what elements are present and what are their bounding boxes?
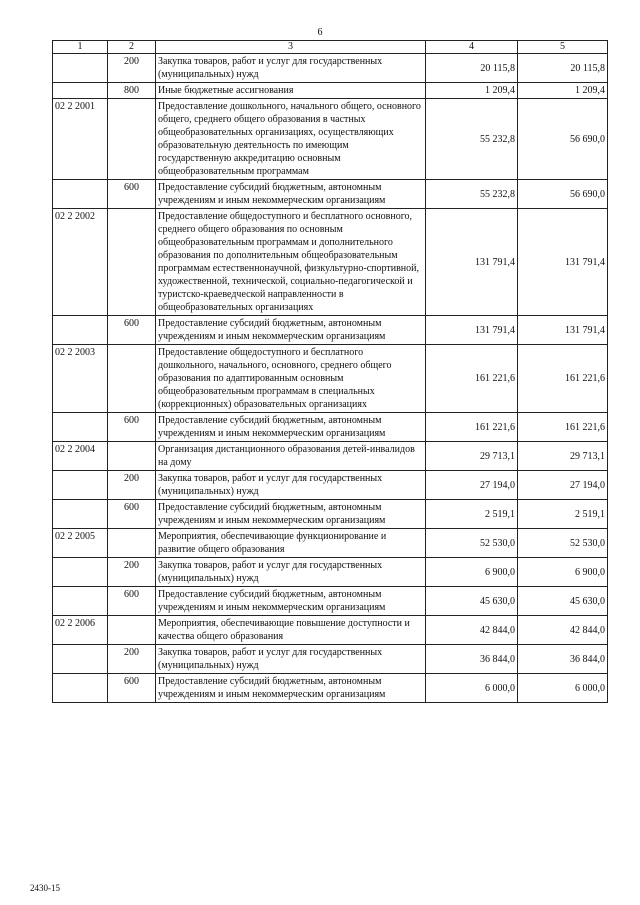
amount-col5-cell: 161 221,6 [518, 345, 608, 413]
amount-col5-cell: 6 900,0 [518, 558, 608, 587]
target-code-cell [53, 645, 108, 674]
expense-type-cell [108, 345, 156, 413]
target-code-cell: 02 2 2003 [53, 345, 108, 413]
column-number: 5 [518, 41, 608, 54]
amount-col4-cell: 55 232,8 [426, 99, 518, 180]
target-code-cell [53, 180, 108, 209]
target-code-cell [53, 471, 108, 500]
expense-type-cell: 600 [108, 587, 156, 616]
expense-type-cell: 600 [108, 180, 156, 209]
amount-col5-cell: 6 000,0 [518, 674, 608, 703]
expense-type-cell [108, 529, 156, 558]
item-name-cell: Организация дистанционного образования детей-инвалидов на дому [156, 442, 426, 471]
amount-col4-cell: 20 115,8 [426, 54, 518, 83]
target-code-cell [53, 558, 108, 587]
document-code: 2430-15 [30, 883, 60, 893]
item-name-cell: Закупка товаров, работ и услуг для государственных (муниципальных) нужд [156, 54, 426, 83]
target-code-cell: 02 2 2002 [53, 209, 108, 316]
expense-type-cell [108, 442, 156, 471]
target-code-cell: 02 2 2004 [53, 442, 108, 471]
item-name-cell: Предоставление субсидий бюджетным, автономным учреждениям и иным некоммерческим организациям [156, 500, 426, 529]
amount-col4-cell: 131 791,4 [426, 209, 518, 316]
table-row [53, 99, 608, 180]
table-row [53, 54, 608, 83]
amount-col4-cell: 161 221,6 [426, 413, 518, 442]
target-code-cell [53, 316, 108, 345]
table-row [53, 413, 608, 442]
amount-col5-cell: 1 209,4 [518, 83, 608, 99]
column-number: 3 [156, 41, 426, 54]
item-name-cell: Предоставление субсидий бюджетным, автономным учреждениям и иным некоммерческим организациям [156, 316, 426, 345]
item-name-cell: Предоставление субсидий бюджетным, автономным учреждениям и иным некоммерческим организациям [156, 180, 426, 209]
item-name-cell: Закупка товаров, работ и услуг для государственных (муниципальных) нужд [156, 471, 426, 500]
item-name-cell: Предоставление общедоступного и бесплатного дошкольного, начального, основного, среднего общего образования по адаптированным основным общеобразовательным программам в специальных (коррекционных) образовательных организациях [156, 345, 426, 413]
table-row [53, 645, 608, 674]
target-code-cell: 02 2 2005 [53, 529, 108, 558]
amount-col5-cell: 2 519,1 [518, 500, 608, 529]
table-row [53, 442, 608, 471]
amount-col4-cell: 161 221,6 [426, 345, 518, 413]
expense-type-cell: 800 [108, 83, 156, 99]
amount-col5-cell: 27 194,0 [518, 471, 608, 500]
target-code-cell [53, 83, 108, 99]
table-row [53, 500, 608, 529]
table-row [53, 558, 608, 587]
column-number: 4 [426, 41, 518, 54]
amount-col5-cell: 29 713,1 [518, 442, 608, 471]
table-row [53, 209, 608, 316]
table-row [53, 616, 608, 645]
amount-col5-cell: 42 844,0 [518, 616, 608, 645]
amount-col5-cell: 45 630,0 [518, 587, 608, 616]
amount-col5-cell: 131 791,4 [518, 316, 608, 345]
expense-type-cell: 600 [108, 500, 156, 529]
target-code-cell [53, 54, 108, 83]
amount-col4-cell: 131 791,4 [426, 316, 518, 345]
item-name-cell: Предоставление субсидий бюджетным, автономным учреждениям и иным некоммерческим организациям [156, 587, 426, 616]
amount-col4-cell: 42 844,0 [426, 616, 518, 645]
item-name-cell: Мероприятия, обеспечивающие повышение доступности и качества общего образования [156, 616, 426, 645]
amount-col4-cell: 36 844,0 [426, 645, 518, 674]
amount-col4-cell: 6 900,0 [426, 558, 518, 587]
column-number: 1 [53, 41, 108, 54]
budget-table [52, 40, 608, 703]
table-row [53, 471, 608, 500]
table-row [53, 345, 608, 413]
expense-type-cell [108, 209, 156, 316]
item-name-cell: Иные бюджетные ассигнования [156, 83, 426, 99]
target-code-cell: 02 2 2001 [53, 99, 108, 180]
amount-col4-cell: 2 519,1 [426, 500, 518, 529]
target-code-cell [53, 413, 108, 442]
item-name-cell: Мероприятия, обеспечивающие функционирование и развитие общего образования [156, 529, 426, 558]
target-code-cell [53, 500, 108, 529]
target-code-cell [53, 674, 108, 703]
amount-col4-cell: 52 530,0 [426, 529, 518, 558]
column-number-row [53, 41, 608, 54]
item-name-cell: Предоставление дошкольного, начального общего, основного общего, среднего общего образования в частных общеобразовательных организациях, осуществляющих образовательную деятельность по имеющим государственную аккредитацию основным общеобразовательным программам [156, 99, 426, 180]
item-name-cell: Предоставление общедоступного и бесплатного основного, среднего общего образования по основным общеобразовательным программам и дополнительного образования по дополнительным общеобразовательным программам естественнонаучной, физкультурно-спортивной, художественной, технической, социально-педагогической и туристско-краеведческой направленности в общеобразовательных организациях [156, 209, 426, 316]
amount-col5-cell: 20 115,8 [518, 54, 608, 83]
table-row [53, 587, 608, 616]
amount-col5-cell: 52 530,0 [518, 529, 608, 558]
column-number: 2 [108, 41, 156, 54]
amount-col5-cell: 56 690,0 [518, 99, 608, 180]
item-name-cell: Закупка товаров, работ и услуг для государственных (муниципальных) нужд [156, 645, 426, 674]
expense-type-cell [108, 616, 156, 645]
amount-col4-cell: 6 000,0 [426, 674, 518, 703]
expense-type-cell [108, 99, 156, 180]
table-row [53, 674, 608, 703]
amount-col4-cell: 29 713,1 [426, 442, 518, 471]
amount-col4-cell: 55 232,8 [426, 180, 518, 209]
expense-type-cell: 600 [108, 316, 156, 345]
amount-col5-cell: 36 844,0 [518, 645, 608, 674]
amount-col5-cell: 161 221,6 [518, 413, 608, 442]
table-row [53, 316, 608, 345]
item-name-cell: Предоставление субсидий бюджетным, автономным учреждениям и иным некоммерческим организациям [156, 674, 426, 703]
item-name-cell: Закупка товаров, работ и услуг для государственных (муниципальных) нужд [156, 558, 426, 587]
amount-col4-cell: 27 194,0 [426, 471, 518, 500]
target-code-cell: 02 2 2006 [53, 616, 108, 645]
amount-col4-cell: 1 209,4 [426, 83, 518, 99]
amount-col4-cell: 45 630,0 [426, 587, 518, 616]
amount-col5-cell: 131 791,4 [518, 209, 608, 316]
amount-col5-cell: 56 690,0 [518, 180, 608, 209]
expense-type-cell: 200 [108, 54, 156, 83]
expense-type-cell: 200 [108, 471, 156, 500]
table-row [53, 529, 608, 558]
target-code-cell [53, 587, 108, 616]
expense-type-cell: 200 [108, 558, 156, 587]
page-number: 6 [317, 27, 323, 38]
expense-type-cell: 200 [108, 645, 156, 674]
item-name-cell: Предоставление субсидий бюджетным, автономным учреждениям и иным некоммерческим организациям [156, 413, 426, 442]
table-row [53, 180, 608, 209]
expense-type-cell: 600 [108, 674, 156, 703]
expense-type-cell: 600 [108, 413, 156, 442]
table-row [53, 83, 608, 99]
